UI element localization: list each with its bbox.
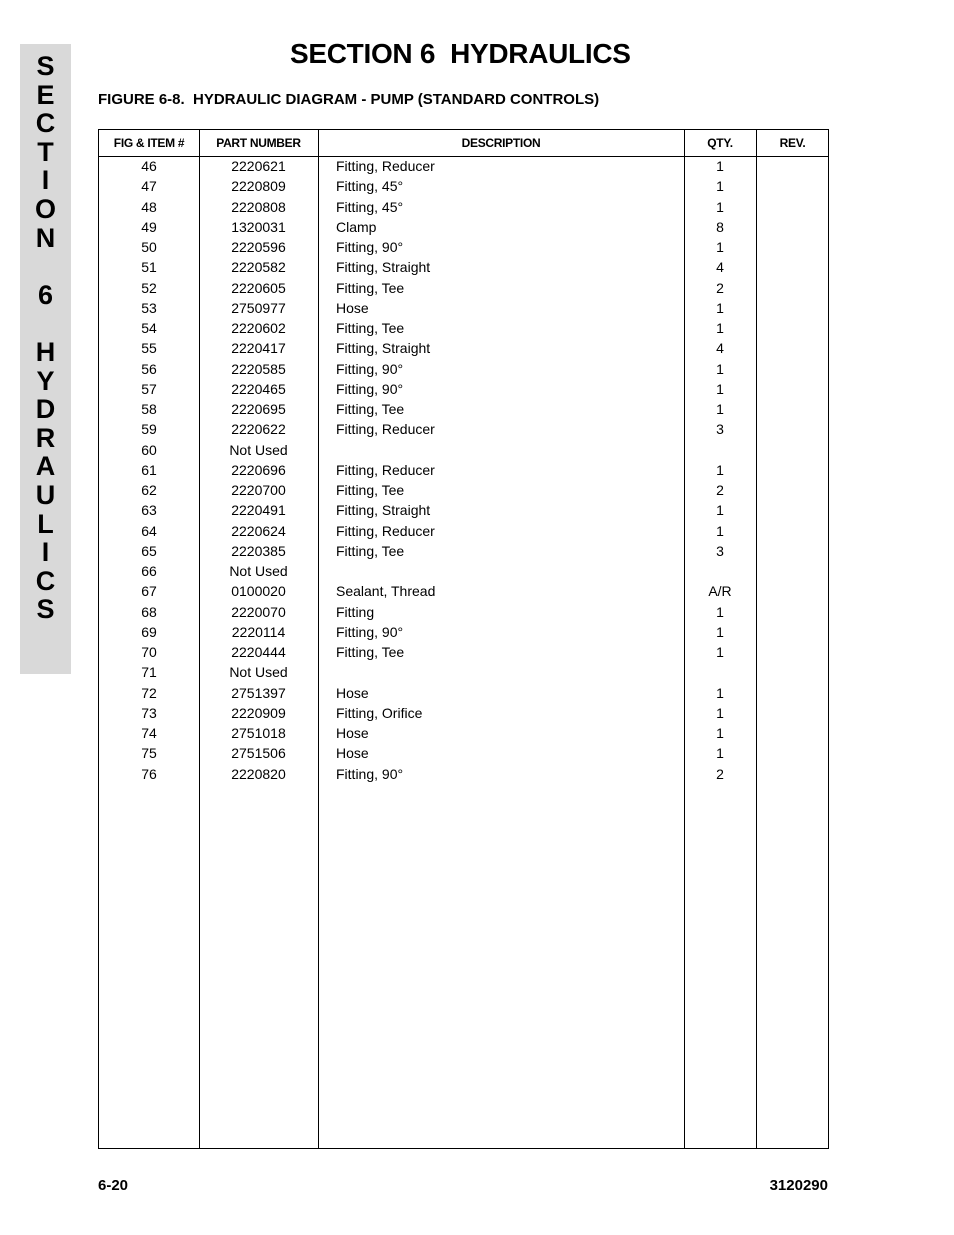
- table-row: [99, 279, 828, 299]
- quantity: 1: [716, 360, 724, 377]
- side-tab-letter: C: [35, 565, 56, 596]
- table-row: [99, 704, 828, 724]
- quantity: 2: [716, 279, 724, 296]
- part-number: Not Used: [229, 441, 288, 458]
- quantity: 1: [716, 644, 724, 660]
- side-tab-letter: N: [35, 222, 56, 253]
- column-header-part-number: PART NUMBER: [216, 136, 301, 150]
- part-number: 2751506: [231, 745, 286, 762]
- part-number: 2751397: [231, 684, 286, 701]
- table-row: [99, 319, 828, 339]
- side-tab-letter: L: [37, 508, 54, 539]
- page-title: SECTION 6 HYDRAULICS: [290, 38, 631, 69]
- part-number: 2220417: [231, 340, 286, 357]
- side-tab-letter: I: [41, 165, 50, 196]
- table-row: [99, 643, 828, 663]
- part-number: 2220114: [231, 623, 286, 640]
- description: Fitting, Reducer: [336, 522, 435, 539]
- side-tab-letter: Y: [36, 365, 55, 396]
- table-row: [99, 157, 828, 177]
- description: Fitting, Tee: [336, 320, 405, 336]
- description: Fitting, 45°: [336, 178, 404, 195]
- side-tab-letter: U: [35, 479, 56, 510]
- quantity: 2: [716, 765, 724, 782]
- item-number: 55: [141, 340, 157, 357]
- quantity: 2: [716, 482, 724, 498]
- item-number: 54: [141, 320, 157, 336]
- side-tab-letter: I: [41, 537, 50, 568]
- quantity: 1: [716, 745, 724, 762]
- table-row: [99, 562, 828, 582]
- part-number: Not Used: [229, 563, 288, 579]
- item-number: 66: [141, 563, 157, 579]
- description: Fitting, Straight: [336, 502, 431, 519]
- side-tab-letter: [20, 252, 71, 281]
- description: Fitting, Reducer: [336, 461, 435, 478]
- table-row: [99, 481, 828, 501]
- item-number: 56: [141, 360, 157, 377]
- quantity: 4: [716, 259, 724, 276]
- table-row: [99, 339, 828, 359]
- quantity: 1: [716, 239, 724, 255]
- description: Fitting, 90°: [336, 239, 404, 255]
- item-number: 51: [141, 259, 157, 276]
- description: Hose: [336, 745, 369, 762]
- table-row: [99, 724, 828, 744]
- side-tab-letter: C: [35, 108, 56, 139]
- side-tab-letter: E: [36, 79, 55, 110]
- quantity: 1: [716, 158, 724, 174]
- description: Fitting, Tee: [336, 644, 405, 660]
- item-number: 58: [141, 401, 157, 417]
- table-row: [99, 198, 828, 218]
- item-number: 76: [141, 765, 157, 782]
- part-number: Not Used: [229, 664, 288, 681]
- table-row: [99, 461, 828, 481]
- side-tab-letter: S: [36, 51, 55, 81]
- item-number: 74: [141, 725, 157, 741]
- quantity: 1: [716, 522, 724, 539]
- table-row: [99, 177, 828, 197]
- table-row: [99, 542, 828, 562]
- description: Hose: [336, 725, 369, 741]
- table-row: [99, 380, 828, 400]
- table-row: [99, 603, 828, 623]
- column-header-item: FIG & ITEM #: [113, 136, 185, 150]
- item-number: 57: [141, 380, 157, 397]
- item-number: 61: [141, 461, 157, 478]
- page-number: 6-20: [98, 1177, 129, 1194]
- figure-title: FIGURE 6-8. HYDRAULIC DIAGRAM - PUMP (STANDARD CONTROLS): [98, 91, 600, 108]
- part-number: 2220596: [231, 239, 286, 255]
- quantity: 1: [716, 401, 724, 417]
- item-number: 47: [141, 178, 157, 195]
- side-tab-letter: [20, 309, 71, 338]
- item-number: 63: [141, 502, 157, 519]
- table-row: [99, 522, 828, 542]
- quantity: 1: [716, 380, 724, 397]
- description: Fitting, Straight: [336, 259, 431, 276]
- part-number: 2220696: [231, 461, 286, 478]
- quantity: 1: [716, 178, 724, 195]
- column-header-description: DESCRIPTION: [461, 136, 541, 150]
- part-number: 2220809: [231, 178, 286, 195]
- table-row: [99, 258, 828, 278]
- part-number: 2220585: [231, 360, 286, 377]
- part-number: 2220385: [231, 542, 286, 559]
- side-tab-letter: R: [35, 422, 56, 453]
- description: Fitting, Reducer: [336, 421, 435, 438]
- side-tab-letter: D: [35, 394, 56, 425]
- part-number: 2220695: [231, 401, 286, 417]
- table-row: [99, 765, 828, 785]
- table-row: [99, 582, 828, 602]
- part-number: 2220465: [231, 380, 286, 397]
- description: Sealant, Thread: [336, 583, 436, 600]
- table-row: [99, 744, 828, 764]
- part-number: 2220582: [231, 259, 286, 276]
- quantity: 1: [716, 320, 724, 336]
- description: Fitting, Tee: [336, 542, 405, 559]
- item-number: 49: [141, 218, 157, 235]
- item-number: 73: [141, 704, 157, 721]
- part-number: 1320031: [231, 218, 286, 235]
- quantity: 1: [716, 502, 724, 519]
- table-row: [99, 441, 828, 461]
- quantity: 8: [716, 218, 724, 235]
- description: Fitting, Orifice: [336, 704, 423, 721]
- part-number: 2220491: [231, 502, 286, 519]
- item-number: 65: [141, 542, 157, 559]
- item-number: 69: [141, 623, 157, 640]
- side-tab-letter: T: [37, 136, 54, 167]
- item-number: 67: [141, 583, 157, 600]
- quantity: 3: [716, 421, 724, 438]
- table-row: [99, 623, 828, 643]
- table-row: [99, 238, 828, 258]
- item-number: 71: [141, 664, 157, 681]
- item-number: 64: [141, 522, 157, 539]
- item-number: 72: [141, 684, 157, 701]
- description: Fitting, 90°: [336, 765, 404, 782]
- item-number: 59: [141, 421, 157, 438]
- table-row: [99, 684, 828, 704]
- part-number: 2220700: [231, 482, 286, 498]
- table-row: [99, 360, 828, 380]
- description: Fitting, 90°: [336, 380, 404, 397]
- column-header-qty: QTY.: [707, 136, 733, 150]
- description: Fitting, 90°: [336, 623, 404, 640]
- description: Hose: [336, 684, 369, 701]
- part-number: 2220605: [231, 279, 286, 296]
- item-number: 52: [141, 279, 157, 296]
- quantity: 1: [716, 299, 724, 316]
- item-number: 60: [141, 441, 157, 458]
- description: Fitting, Straight: [336, 340, 431, 357]
- description: Fitting, Reducer: [336, 158, 435, 174]
- item-number: 68: [141, 603, 157, 620]
- item-number: 48: [141, 198, 157, 215]
- item-number: 75: [141, 745, 157, 762]
- item-number: 70: [141, 644, 157, 660]
- part-number: 0100020: [231, 583, 286, 600]
- quantity: 1: [716, 704, 724, 721]
- description: Fitting: [336, 603, 375, 620]
- part-number: 2751018: [231, 725, 286, 741]
- description: Fitting, 45°: [336, 198, 404, 215]
- part-number: 2220622: [231, 421, 286, 438]
- part-number: 2750977: [231, 299, 286, 316]
- item-number: 46: [141, 158, 157, 174]
- item-number: 53: [141, 299, 157, 316]
- quantity: 1: [716, 684, 724, 701]
- table-row: [99, 400, 828, 420]
- quantity: 1: [716, 461, 724, 478]
- side-tab-letter: A: [35, 451, 56, 482]
- section-side-tab: [20, 44, 71, 674]
- part-number: 2220624: [231, 522, 286, 539]
- quantity: 1: [716, 198, 724, 215]
- table-row: [99, 299, 828, 319]
- quantity: 1: [716, 603, 724, 620]
- quantity: 3: [716, 542, 724, 559]
- side-tab-letter: 6: [37, 279, 54, 310]
- quantity: 1: [716, 725, 724, 741]
- description: Fitting, Tee: [336, 482, 405, 498]
- column-header-rev: REV.: [779, 136, 806, 150]
- document-number: 3120290: [769, 1177, 828, 1194]
- quantity: 1: [716, 623, 724, 640]
- part-number: 2220808: [231, 198, 286, 215]
- description: Clamp: [336, 218, 377, 235]
- table-row: [99, 663, 828, 683]
- table-row: [99, 218, 828, 238]
- part-number: 2220621: [231, 158, 286, 174]
- side-tab-letter: O: [34, 193, 56, 224]
- table-body: [99, 157, 828, 785]
- side-tab-letters: [20, 52, 71, 624]
- quantity: 4: [716, 340, 724, 357]
- parts-table: [98, 129, 829, 1149]
- part-number: 2220602: [231, 320, 286, 336]
- description: Hose: [336, 299, 369, 316]
- description: Fitting, Tee: [336, 279, 405, 296]
- description: Fitting, Tee: [336, 401, 405, 417]
- item-number: 62: [141, 482, 157, 498]
- table-row: [99, 501, 828, 521]
- quantity: A/R: [708, 583, 732, 600]
- side-tab-letter: H: [35, 336, 56, 367]
- part-number: 2220820: [231, 765, 286, 782]
- part-number: 2220070: [231, 603, 286, 620]
- part-number: 2220444: [231, 644, 286, 660]
- table-row: [99, 420, 828, 440]
- part-number: 2220909: [231, 704, 286, 721]
- description: Fitting, 90°: [336, 360, 404, 377]
- side-tab-letter: S: [36, 594, 55, 625]
- item-number: 50: [141, 239, 157, 255]
